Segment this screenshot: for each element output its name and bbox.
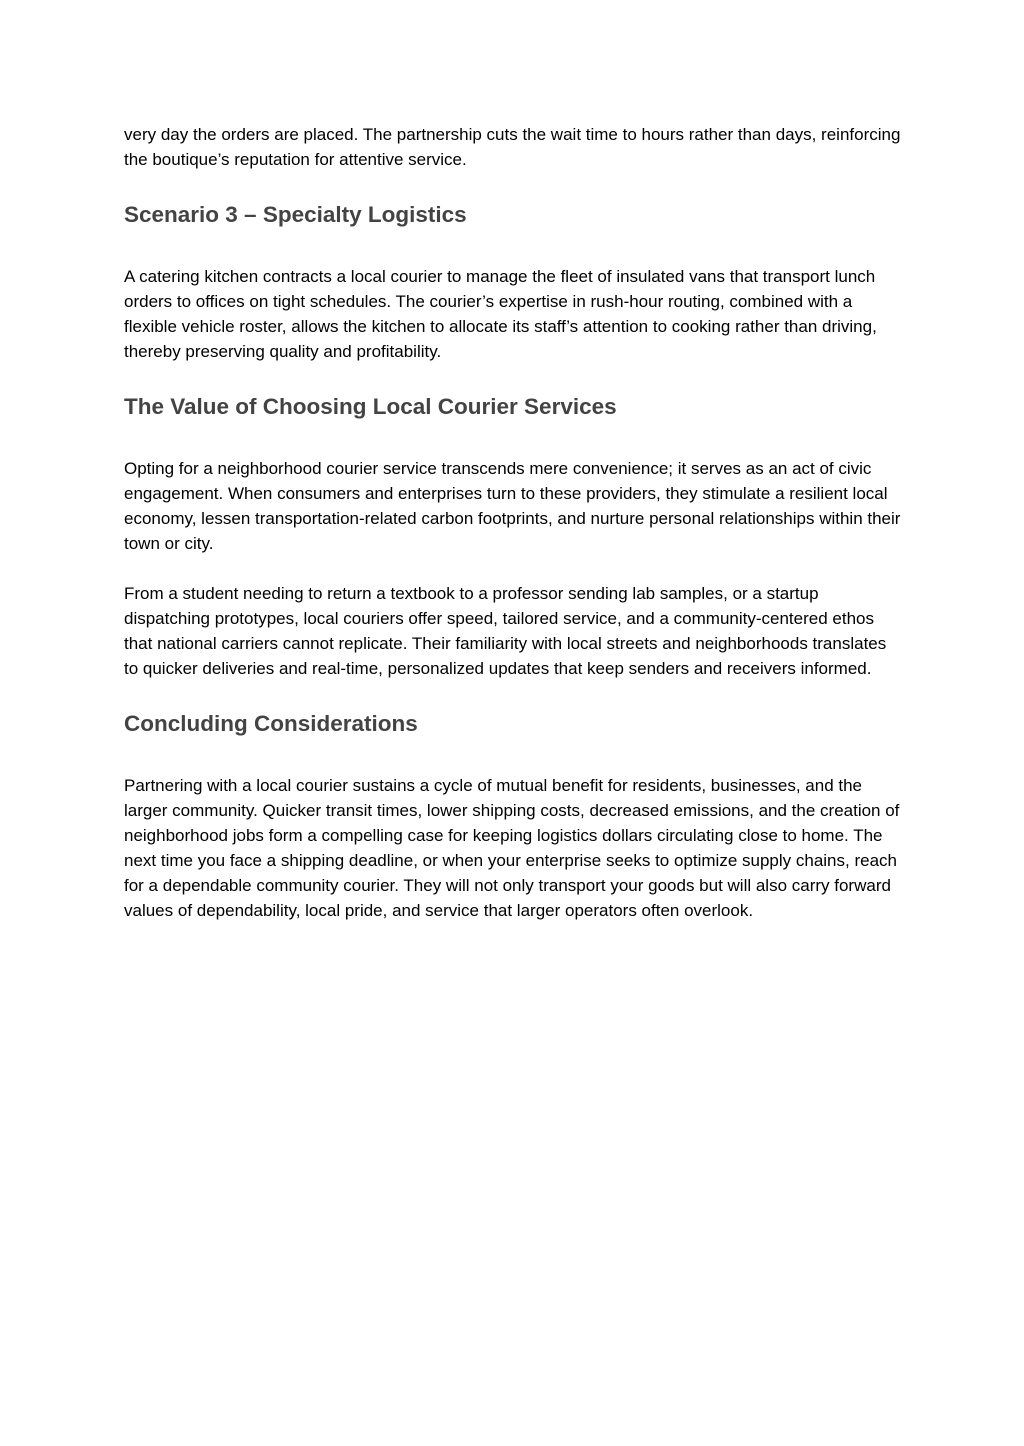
document-page xyxy=(124,122,904,923)
section-heading-value-of-local-couriers: The Value of Choosing Local Courier Services xyxy=(124,394,617,419)
value-paragraph-2: From a student needing to return a textbook to a professor sending lab samples, or a startup dispatching prototypes, local couriers offer speed, tailored service, and a community-centered ethos that national carriers cannot replicate. Their familiarity with local streets and neighborhoods translates to quicker deliveries and real-time, personalized updates that keep senders and receivers informed. xyxy=(124,584,887,678)
section-heading-scenario-3: Scenario 3 – Specialty Logistics xyxy=(124,202,467,227)
section-heading-concluding-considerations: Concluding Considerations xyxy=(124,711,418,736)
intro-paragraph: very day the orders are placed. The partnership cuts the wait time to hours rather than days, reinforcing the boutique’s reputation for attentive service. xyxy=(124,125,901,169)
concluding-paragraph: Partnering with a local courier sustains a cycle of mutual benefit for residents, businesses, and the larger community. Quicker transit times, lower shipping costs, decreased emissions, and the creation of neighborhood jobs form a compelling case for keeping logistics dollars circulating close to home. The next time you face a shipping deadline, or when your enterprise seeks to optimize supply chains, reach for a dependable community courier. They will not only transport your goods but will also carry forward values of dependability, local pride, and service that larger operators often overlook. xyxy=(124,776,900,920)
scenario-3-paragraph: A catering kitchen contracts a local courier to manage the fleet of insulated vans that transport lunch orders to offices on tight schedules. The courier’s expertise in rush-hour routing, combined with a flexible vehicle roster, allows the kitchen to allocate its staff’s attention to cooking rather than driving, thereby preserving quality and profitability. xyxy=(124,267,877,361)
value-paragraph-1: Opting for a neighborhood courier service transcends mere convenience; it serves as an act of civic engagement. When consumers and enterprises turn to these providers, they stimulate a resilient local economy, lessen transportation-related carbon footprints, and nurture personal relationships within their town or city. xyxy=(124,459,901,553)
